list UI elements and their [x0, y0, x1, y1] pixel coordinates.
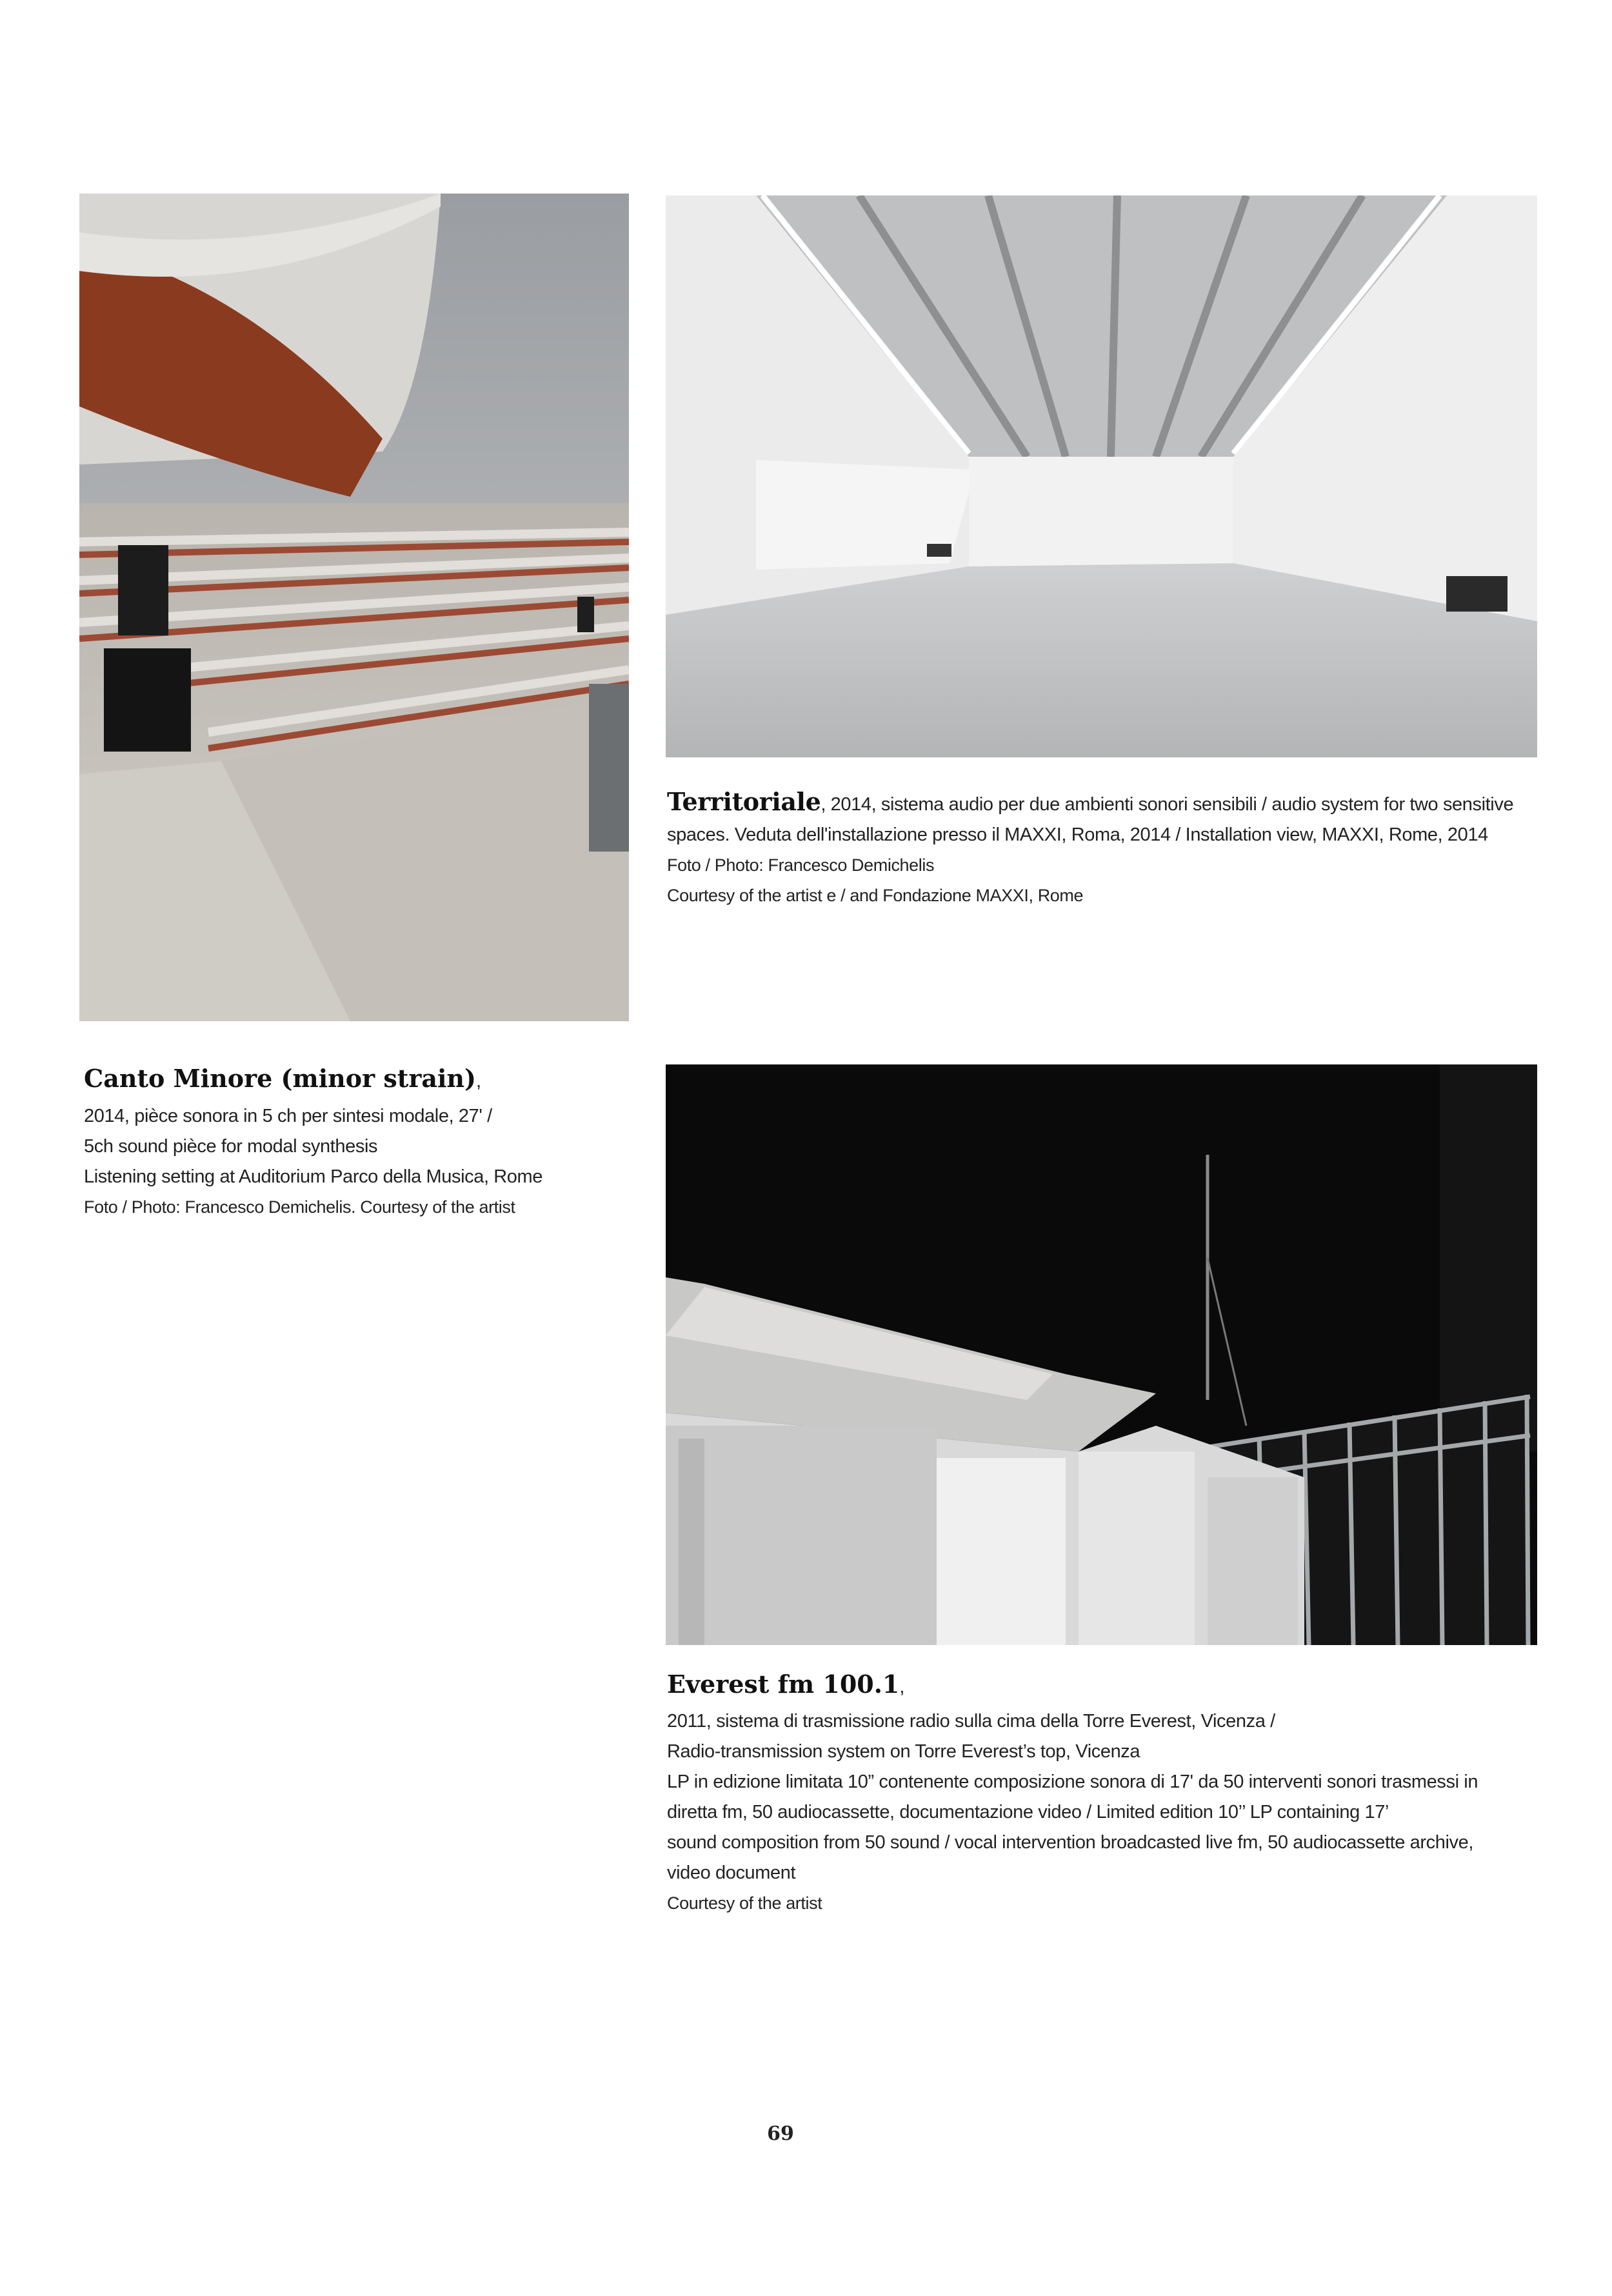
canto-minore-caption-line3: Listening setting at Auditorium Parco della Musica, Rome: [84, 1166, 543, 1187]
canto-minore-photo: [79, 194, 629, 1021]
canto-minore-title-row: [84, 1063, 639, 1101]
everest-caption: [667, 1669, 1544, 1919]
auditorium-steps-image: [79, 194, 629, 1021]
night-rooftop-image: [666, 1064, 1537, 1645]
canto-minore-title-suffix: ,: [476, 1071, 481, 1092]
canto-minore-caption-line2: 5ch sound pièce for modal synthesis: [84, 1136, 378, 1157]
territoriale-description-start: , 2014, sistema audio per due ambienti sonori sensibili / audio system for two sensitive: [821, 794, 1514, 815]
everest-caption-line6: video document: [667, 1862, 796, 1883]
everest-title-suffix: ,: [899, 1677, 905, 1697]
everest-courtesy: Courtesy of the artist: [667, 1893, 822, 1913]
everest-caption-line4: diretta fm, 50 audiocassette, documentazione video / Limited edition 10’’ LP containing 17’: [667, 1802, 1389, 1822]
page-number: 69: [767, 2122, 794, 2145]
everest-caption-line2: Radio-transmission system on Torre Everest’s top, Vicenza: [667, 1741, 1140, 1762]
territoriale-photo: [666, 195, 1537, 757]
territoriale-caption-line2: spaces. Veduta dell'installazione presso il MAXXI, Roma, 2014 / Installation view, MAXXI, Rome, 2014: [667, 824, 1488, 845]
canto-minore-caption: [84, 1063, 639, 1223]
everest-title-row: [667, 1669, 1544, 1706]
territoriale-title: Territoriale: [667, 787, 821, 816]
territoriale-courtesy: Courtesy of the artist e / and Fondazione MAXXI, Rome: [667, 886, 1084, 905]
territoriale-caption-line1: [667, 786, 1544, 820]
everest-photo: [666, 1064, 1537, 1645]
everest-title: Everest fm 100.1: [667, 1670, 900, 1699]
gallery-hall-image: [666, 195, 1537, 757]
canto-minore-caption-line1: 2014, pièce sonora in 5 ch per sintesi modale, 27' /: [84, 1106, 492, 1126]
territoriale-caption: [667, 786, 1544, 911]
territoriale-photo-credit: Foto / Photo: Francesco Demichelis: [667, 855, 935, 875]
everest-caption-line3: LP in edizione limitata 10” contenente composizione sonora di 17' da 50 interventi sonori trasmessi in: [667, 1772, 1478, 1792]
canto-minore-photo-credit: Foto / Photo: Francesco Demichelis. Courtesy of the artist: [84, 1197, 515, 1217]
everest-caption-line5: sound composition from 50 sound / vocal intervention broadcasted live fm, 50 audiocassette archive,: [667, 1832, 1474, 1853]
everest-caption-line1: 2011, sistema di trasmissione radio sulla cima della Torre Everest, Vicenza /: [667, 1711, 1275, 1732]
canto-minore-title: Canto Minore (minor strain): [84, 1064, 476, 1093]
